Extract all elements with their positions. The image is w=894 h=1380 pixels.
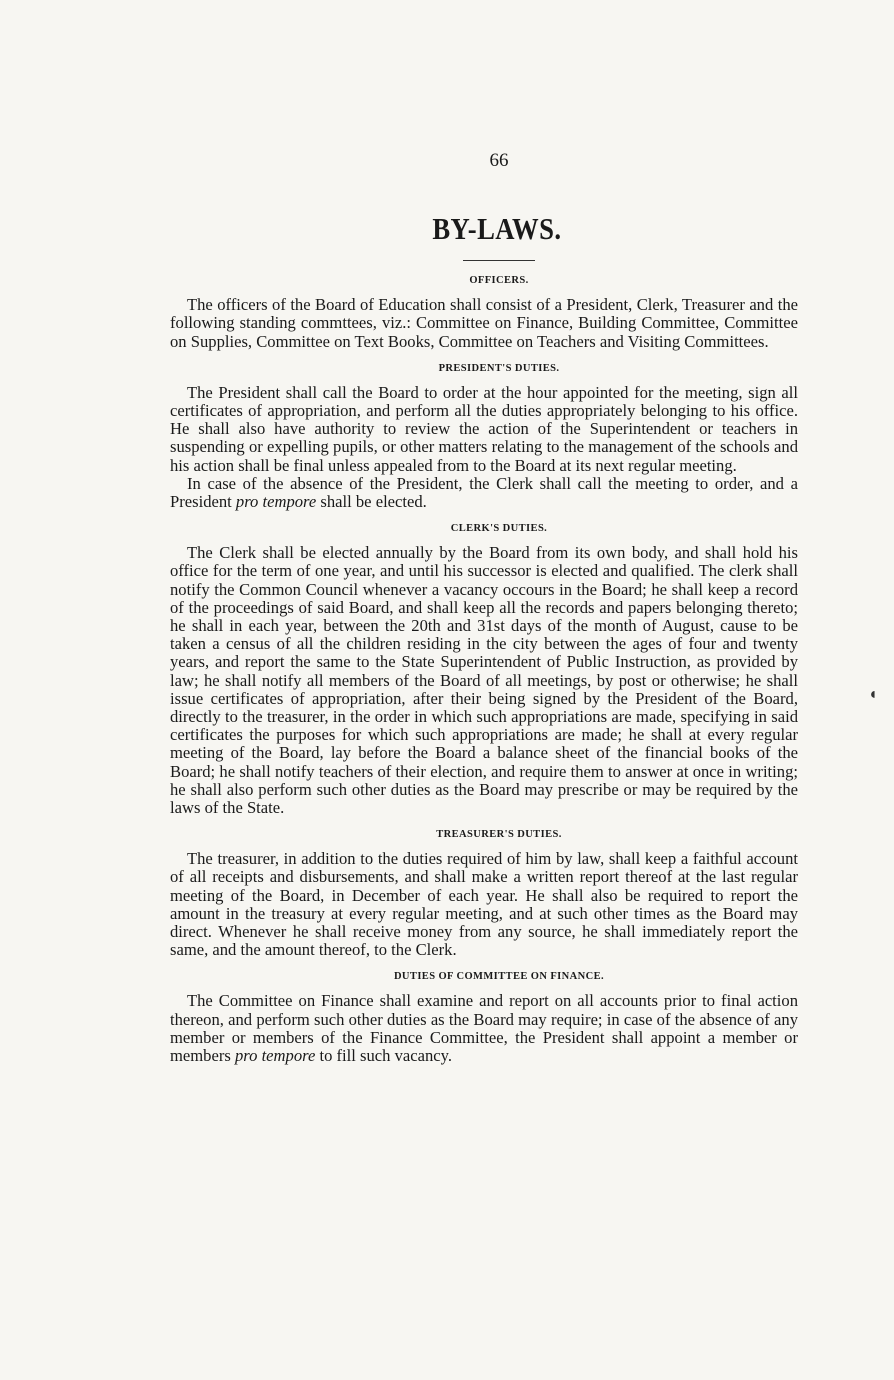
section-heading: CLERK'S DUTIES.: [450, 523, 548, 535]
italic-phrase: pro tempore: [235, 491, 317, 511]
text-run: The officers of the Board of Education shall consist of a President, Clerk, Treasurer and the following standing commttees, viz.: Committee on Finance, Building Committee, Committee on Supplies, Committee on Text Books, Committee on Teachers and Visiting Committees.: [170, 295, 798, 351]
section-heading: TREASURER'S DUTIES.: [436, 829, 562, 841]
sections-container: [170, 275, 798, 1065]
text-run: The Committee on Finance shall examine and report on all accounts prior to final action thereon, and perform such other duties as the Board may require; in case of the absence of any member or members of the Finance Committee, the President shall appoint a member or members: [170, 991, 798, 1065]
title-rule: [463, 260, 535, 261]
page-number: 66: [489, 150, 509, 171]
paragraph: [170, 544, 798, 817]
text-run: to fill such vacancy.: [315, 1046, 453, 1065]
section-heading: OFFICERS.: [469, 275, 529, 287]
page-title: BY-LAWS.: [432, 211, 562, 246]
text-run: shall be elected.: [316, 491, 427, 511]
paragraph: [170, 475, 798, 511]
section-heading: DUTIES OF COMMITTEE ON FINANCE.: [393, 971, 605, 983]
italic-phrase: pro tempore: [234, 1046, 316, 1065]
margin-blemish: ◖: [868, 686, 878, 703]
text-run: The Clerk shall be elected annually by the Board from its own body, and shall hold his office for the term of one year, and until his successor is elected and qualified. The clerk shall notify the Common Council whenever a vacancy occours in the Board; he shall keep a record of the proceedings of said Board, and shall keep all the records and papers belonging thereto; he shall in each year, between the 20th and 31st days of the month of August, cause to be taken a census of all the children residing in the city between the ages of four and twenty years, and report the same to the State Superintendent of Public Instruction, as provided by law; he shall notify all members of the Board of all meetings, by post or otherwise; he shall issue certificates of appropriation, after their being signed by the President of the Board, directly to the treasurer, in the order in which such appropriations are made, specifying in said certificates the purposes for which such appropriations are made; he shall at every regular meeting of the Board, lay before the Board a balance sheet of the financial books of the Board; he shall notify teachers of their election, and require them to answer at once in writing; he shall also perform such other duties as the Board may prescribe or may be required by the laws of the State.: [170, 543, 798, 817]
paragraph: [170, 384, 798, 475]
section-heading: PRESIDENT'S DUTIES.: [438, 362, 560, 374]
text-run: In case of the absence of the President, the Clerk shall call the meeting to order, and a President: [170, 473, 798, 511]
text-column: [170, 150, 798, 1065]
paragraph: [170, 296, 798, 351]
text-run: The President shall call the Board to order at the hour appointed for the meeting, sign all certificates of appropriation, and perform all the duties appropriately belonging to his office. He shall also have authority to review the action of the Superintendent or teachers in suspending or expelling pupils, or other matters relating to the management of the schools and his action shall be final unless appealed from to the Board at its next regular meeting.: [170, 382, 798, 475]
paragraph: [170, 850, 798, 959]
text-run: The treasurer, in addition to the duties required of him by law, shall keep a faithful account of all receipts and disbursements, and shall make a written report thereof at the last regular meeting of the Board, in December of each year. He shall also be required to report the amount in the treasury at every regular meeting, and at such other times as the Board may direct. Whenever he shall receive money from any source, he shall immediately report the same, and the amount thereof, to the Clerk.: [170, 849, 798, 960]
paragraph: [170, 992, 798, 1065]
